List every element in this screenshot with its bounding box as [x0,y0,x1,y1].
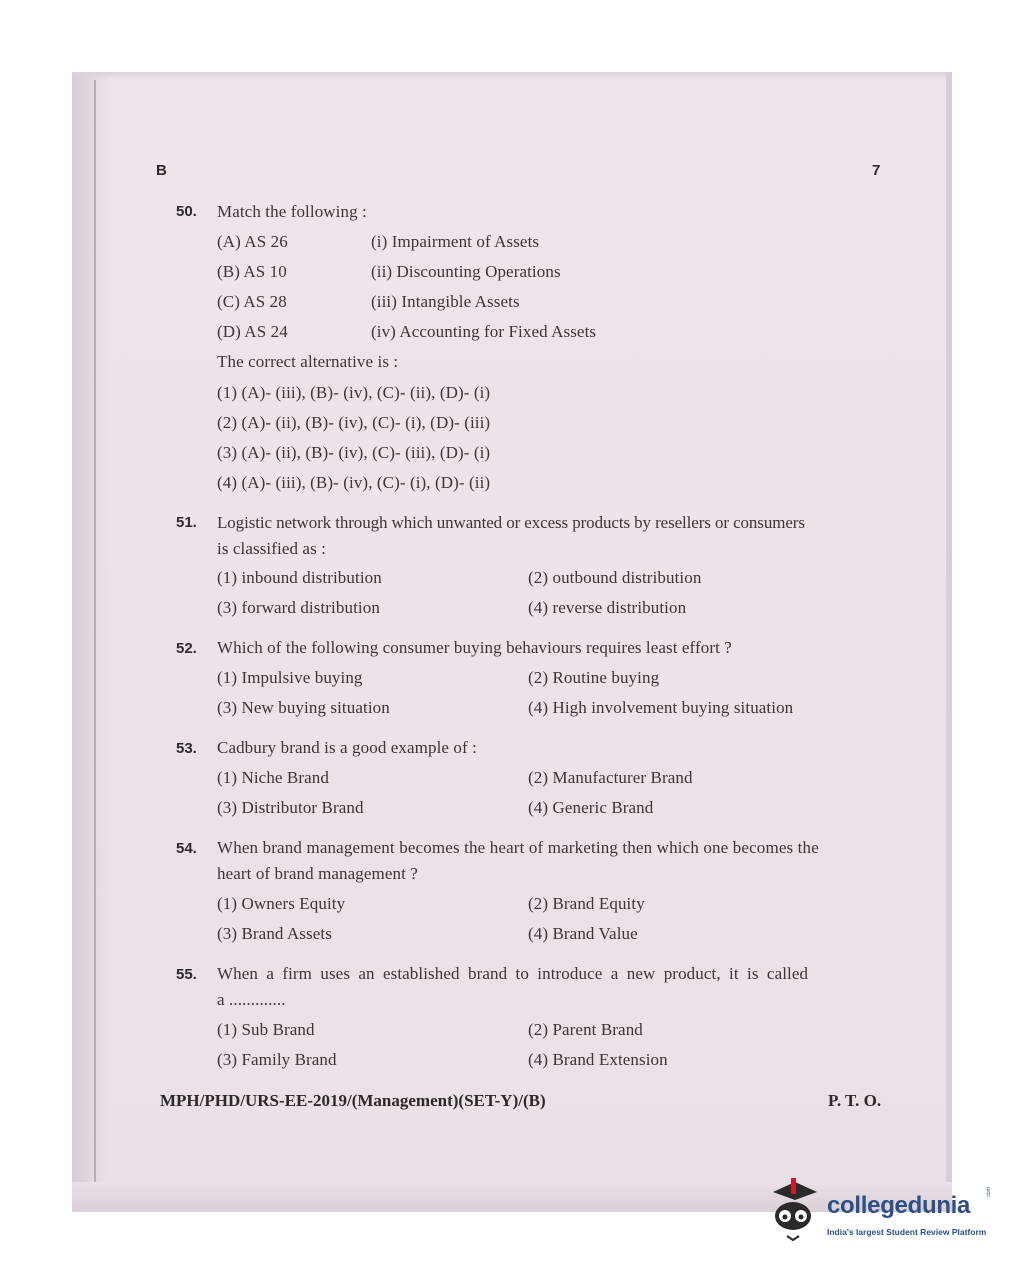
match-right-item: (i) Impairment of Assets [371,232,540,251]
match-left-item: (B) AS 10 [217,262,287,281]
paper-code: MPH/PHD/URS-EE-2019/(Management)(SET-Y)/(B) [160,1091,546,1110]
owl-mascot-icon [765,1178,821,1242]
question-stem: Cadbury brand is a good example of : [217,738,477,757]
question-number: 52. [176,640,197,657]
page-shadow [72,72,112,1192]
instruction-text: The correct alternative is : [217,352,399,371]
answer-option: (2) Brand Equity [528,894,645,913]
answer-option: (1) inbound distribution [217,568,382,587]
answer-option: (2) Manufacturer Brand [528,768,693,787]
match-left-item: (D) AS 24 [217,322,288,341]
answer-option: (1) Sub Brand [217,1020,315,1039]
match-right-item: (ii) Discounting Operations [371,262,561,281]
match-right-item: (iv) Accounting for Fixed Assets [371,322,597,341]
answer-option: (1) Impulsive buying [217,668,363,687]
answer-option: (4) Generic Brand [528,798,654,817]
question-stem: When brand management becomes the heart of marketing then which one becomes the [217,838,819,857]
answer-option: (4) (A)- (iii), (B)- (iv), (C)- (i), (D)- (ii) [217,473,491,492]
match-left-item: (C) AS 28 [217,292,287,311]
answer-option: (2) (A)- (ii), (B)- (iv), (C)- (i), (D)- (iii) [217,413,491,432]
brand-domain: .com [986,1187,992,1198]
answer-option: (3) forward distribution [217,598,380,617]
brand-name: collegedunia [827,1192,971,1219]
answer-option: (2) Parent Brand [528,1020,643,1039]
answer-option: (3) Family Brand [217,1050,337,1069]
answer-option: (4) High involvement buying situation [528,698,794,717]
answer-option: (3) Brand Assets [217,924,332,943]
collegedunia-watermark [765,1178,995,1248]
question-number: 51. [176,514,197,531]
question-stem: Which of the following consumer buying behaviours requires least effort ? [217,638,732,657]
answer-option: (4) Brand Value [528,924,638,943]
match-right-item: (iii) Intangible Assets [371,292,520,311]
answer-option: (3) New buying situation [217,698,390,717]
binding-line [94,80,96,1190]
page-top-edge [72,72,952,80]
pto-marker: P. T. O. [828,1091,882,1110]
match-left-item: (A) AS 26 [217,232,288,251]
question-stem: Match the following : [217,202,367,221]
brand-tagline: India's largest Student Review Platform [827,1227,987,1237]
question-number: 50. [176,203,197,220]
answer-option: (1) Owners Equity [217,894,346,913]
answer-option: (2) outbound distribution [528,568,702,587]
question-stem-cont: heart of brand management ? [217,864,418,883]
page-number: 7 [872,162,881,179]
question-stem-cont: is classified as : [217,539,326,558]
page-right-edge [946,72,952,1212]
answer-option: (1) (A)- (iii), (B)- (iv), (C)- (ii), (D)- (i) [217,383,491,402]
question-number: 54. [176,840,197,857]
set-letter: B [156,162,167,179]
question-stem: When a firm uses an established brand to introduce a new product, it is called [217,964,809,983]
answer-option: (1) Niche Brand [217,768,329,787]
answer-option: (2) Routine buying [528,668,660,687]
answer-option: (4) Brand Extension [528,1050,668,1069]
answer-option: (3) (A)- (ii), (B)- (iv), (C)- (iii), (D)- (i) [217,443,491,462]
answer-option: (4) reverse distribution [528,598,687,617]
question-stem-cont: a ............. [217,990,286,1009]
question-number: 53. [176,740,197,757]
question-stem: Logistic network through which unwanted or excess products by resellers or consumers [217,513,805,532]
answer-option: (3) Distributor Brand [217,798,364,817]
question-number: 55. [176,966,197,983]
